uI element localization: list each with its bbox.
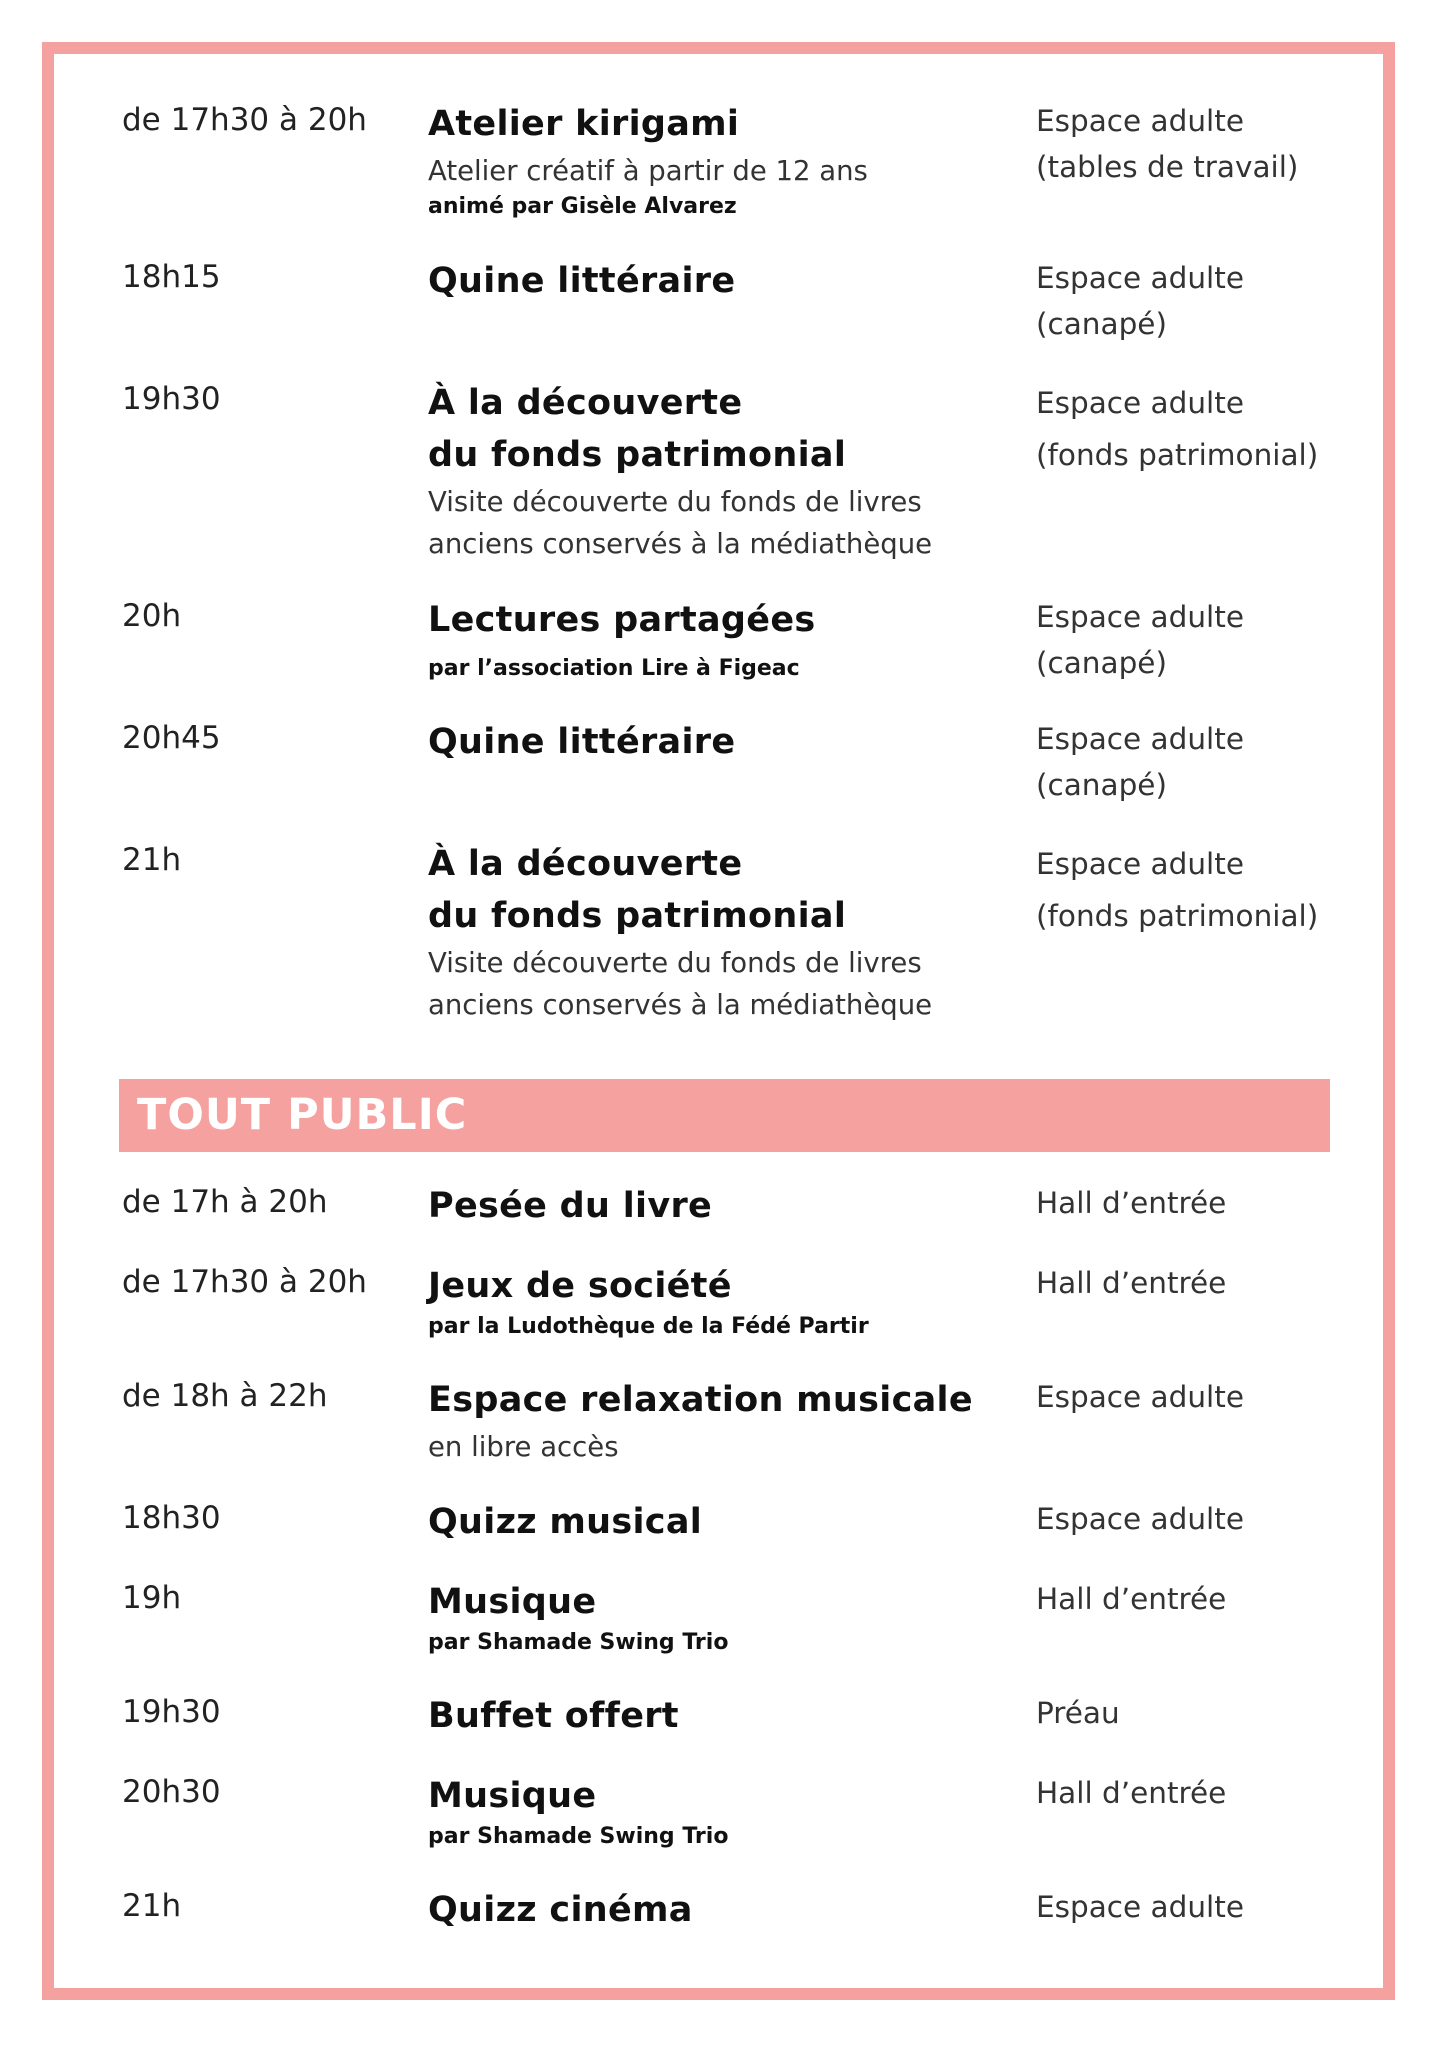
event-time: 19h (122, 1580, 182, 1616)
event-title: Espace relaxation musicale (428, 1380, 973, 1420)
location-line: Espace adulte (1036, 1380, 1244, 1414)
event-title: Pesée du livre (428, 1186, 713, 1226)
event-title: Buffet offert (428, 1696, 679, 1736)
event-title: Lectures partagées (428, 600, 816, 640)
location-line: Hall d’entrée (1036, 1582, 1227, 1616)
location-detail: (fonds patrimonial) (1036, 438, 1319, 472)
event-time: de 17h à 20h (122, 1184, 328, 1220)
event-location (1036, 1884, 1244, 1930)
event-description: Atelier créatif à partir de 12 ans (428, 155, 868, 187)
event-location (1036, 255, 1244, 347)
event-title-line-2: du fonds patrimonial (428, 896, 847, 936)
event-time: 20h30 (122, 1774, 221, 1810)
event-host: animé par Gisèle Alvarez (428, 194, 737, 219)
location-line: Espace adulte (1036, 847, 1244, 881)
event-time: 21h (122, 1888, 182, 1924)
event-time: 21h (122, 842, 182, 878)
event-time: 18h15 (122, 259, 221, 295)
event-title: Atelier kirigami (428, 104, 740, 144)
event-description: anciens conservés à la médiathèque (428, 989, 933, 1021)
event-main (428, 1260, 1028, 1342)
event-location (1036, 716, 1244, 808)
event-title: Musique (428, 1582, 597, 1622)
event-location (1036, 1576, 1226, 1622)
event-time: 20h (122, 598, 182, 634)
location-line: Espace adulte (1036, 600, 1244, 634)
event-title: Quizz cinéma (428, 1890, 693, 1930)
event-location (1036, 594, 1244, 686)
event-main (428, 1180, 1028, 1232)
event-location (1036, 377, 1318, 481)
location-line: Hall d’entrée (1036, 1776, 1227, 1810)
event-location (1036, 1496, 1244, 1542)
section-banner-title: TOUT PUBLIC (137, 1090, 468, 1140)
location-line: Espace adulte (1036, 261, 1244, 295)
event-main (428, 594, 1028, 684)
location-line: Hall d’entrée (1036, 1186, 1227, 1220)
event-main (428, 1374, 1028, 1468)
event-main (428, 1496, 1028, 1548)
event-time: 19h30 (122, 1694, 221, 1730)
event-host: par l’association Lire à Figeac (428, 656, 800, 681)
event-host: par Shamade Swing Trio (428, 1824, 729, 1849)
location-line: Espace adulte (1036, 722, 1244, 756)
location-line: Espace adulte (1036, 104, 1244, 138)
section-banner (119, 1079, 1330, 1152)
event-main (428, 1884, 1028, 1936)
event-title-line-2: du fonds patrimonial (428, 435, 847, 475)
event-title-line-1: À la découverte (428, 383, 743, 423)
event-main (428, 716, 1028, 768)
event-main (428, 1690, 1028, 1742)
location-line: Espace adulte (1036, 1890, 1244, 1924)
event-time: de 17h30 à 20h (122, 102, 367, 138)
location-detail: (canapé) (1036, 307, 1167, 341)
event-title-line-1: À la découverte (428, 844, 743, 884)
event-main (428, 98, 1028, 222)
location-detail: (tables de travail) (1036, 150, 1299, 184)
event-main (428, 377, 1028, 565)
event-time: 18h30 (122, 1500, 221, 1536)
location-line: Hall d’entrée (1036, 1266, 1227, 1300)
event-main (428, 1576, 1028, 1658)
location-line: Préau (1036, 1696, 1120, 1730)
event-title: Quine littéraire (428, 261, 736, 301)
event-location (1036, 1180, 1226, 1226)
location-detail: (canapé) (1036, 646, 1167, 680)
location-line: Espace adulte (1036, 386, 1244, 420)
event-time: de 18h à 22h (122, 1378, 328, 1414)
event-location (1036, 1770, 1226, 1816)
event-location (1036, 1260, 1226, 1306)
event-description: Visite découverte du fonds de livres (428, 947, 922, 979)
event-time: 19h30 (122, 381, 221, 417)
location-line: Espace adulte (1036, 1502, 1244, 1536)
event-main (428, 1770, 1028, 1852)
event-main (428, 255, 1028, 307)
event-location (1036, 1374, 1244, 1420)
event-time: 20h45 (122, 720, 221, 756)
event-title: Jeux de société (428, 1266, 732, 1306)
event-location (1036, 98, 1298, 190)
event-title: Musique (428, 1776, 597, 1816)
event-description: anciens conservés à la médiathèque (428, 528, 933, 560)
event-location (1036, 838, 1318, 942)
location-detail: (canapé) (1036, 768, 1167, 802)
event-location (1036, 1690, 1120, 1736)
event-title: Quine littéraire (428, 722, 736, 762)
event-main (428, 838, 1028, 1026)
location-detail: (fonds patrimonial) (1036, 899, 1319, 933)
event-host: par Shamade Swing Trio (428, 1630, 729, 1655)
event-title: Quizz musical (428, 1502, 703, 1542)
event-time: de 17h30 à 20h (122, 1264, 367, 1300)
event-description: Visite découverte du fonds de livres (428, 486, 922, 518)
event-host: par la Ludothèque de la Fédé Partir (428, 1314, 869, 1339)
event-description: en libre accès (428, 1431, 619, 1463)
